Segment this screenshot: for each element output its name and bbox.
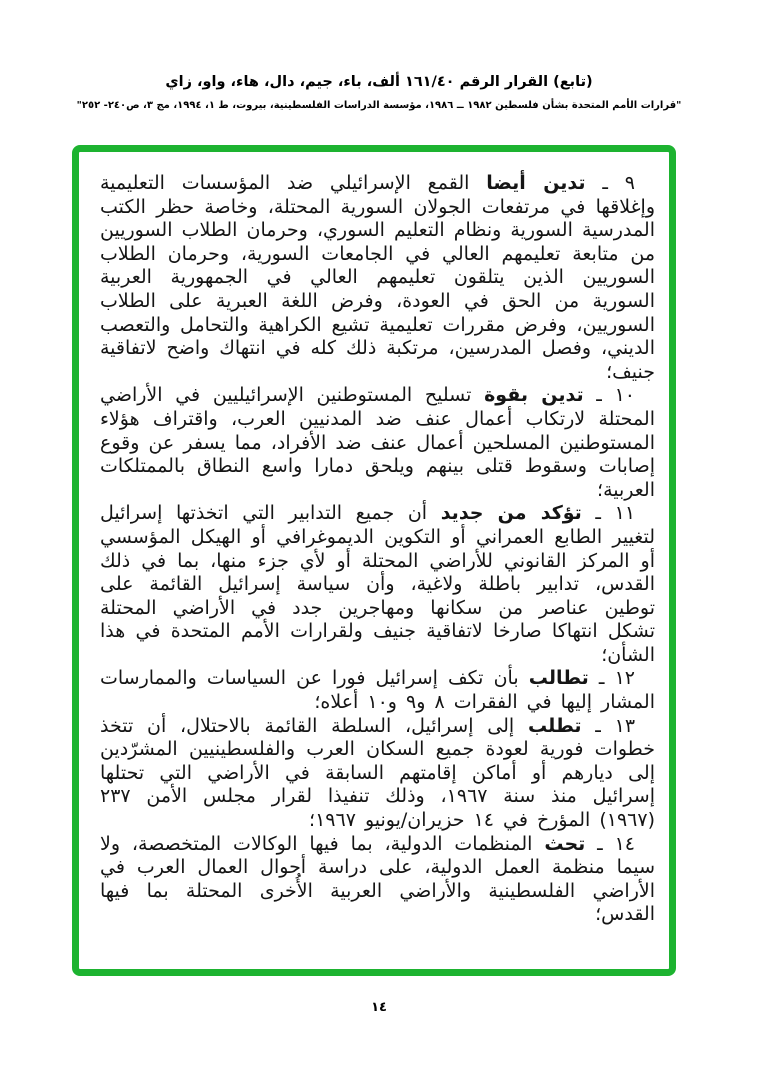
- paragraph-text: أن جميع التدابير التي اتخذتها إسرائيل لتغيير الطابع العمراني أو التكوين الديموغرافي أو الهيكل المؤسسي أو المركز القانوني للأراضي المحتلة أو لأي جزء منها، بما في ذلك القدس، تدابير باطلة ولاغية، وأن سياسة إسرائيل القائمة على توطين عناصر من سكانها ومهاجرين جدد في الأراضي المحتلة تشكل انتهاكا صارخا لاتفاقية جنيف ولقرارات الأمم المتحدة في هذا الشأن؛: [100, 502, 655, 666]
- paragraph-number: ١٣ ـ: [595, 714, 636, 737]
- paragraph-lead: تطلب: [527, 714, 582, 737]
- paragraph-text: بأن تكف إسرائيل فورا عن السياسات والممارسات المشار إليها في الفقرات ٨ و٩ و١٠ أعلاه؛: [100, 667, 655, 714]
- paragraph-text: المنظمات الدولية، بما فيها الوكالات المتخصصة، ولا سيما منظمة العمل الدولية، على دراسة أحوال العمال العرب في الأراضي الفلسطينية والأراضي العربية الأُخرى المحتلة بما فيها القدس؛: [100, 832, 655, 926]
- paragraph-text: إلى إسرائيل، السلطة القائمة بالاحتلال، أن تتخذ خطوات فورية لعودة جميع السكان العرب والفلسطينيين المشرّدين إلى ديارهم أو أماكن إقامتهم السابقة في الأراضي التي تحتلها إسرائيل منذ سنة ١٩٦٧، وذلك تنفيذا لقرار مجلس الأمن ٢٣٧ (١٩٦٧) المؤرخ في ١٤ حزيران/يونيو ١٩٦٧؛: [100, 714, 655, 832]
- paragraph-text: تسليح المستوطنين الإسرائيليين في الأراضي المحتلة لارتكاب أعمال عنف ضد المدنيين العرب، واقتراف هؤلاء المستوطنين المسلحين أعمال عنف ضد الأفراد، مما يسفر عن وقوع إصابات وسقوط قتلى بينهم ويلحق دمارا واسع النطاق بالممتلكات العربية؛: [100, 384, 655, 501]
- source-citation: "قرارات الأمم المتحدة بشأن فلسطين ١٩٨٢ ــ ١٩٨٦، مؤسسة الدراسات الفلسطينية، بيروت، ط ١، ١٩٩٤، مج ٣، ص٢٤٠- ٢٥٢": [76, 100, 682, 111]
- resolution-paragraph-12: [100, 667, 655, 714]
- paragraph-lead: تدين بقوة: [484, 384, 584, 407]
- page-number: ١٤: [371, 1000, 387, 1015]
- page-title: (تابع) القرار الرقم ١٦١/٤٠ ألف، باء، جيم، دال، هاء، واو، زاي: [165, 74, 593, 90]
- paragraph-lead: تؤكد من جديد: [440, 502, 582, 525]
- resolution-paragraph-14: [100, 833, 655, 927]
- paragraph-lead: تطالب: [528, 667, 589, 690]
- document-header: [0, 72, 758, 113]
- paragraph-lead: تدين أيضا: [486, 172, 586, 194]
- paragraph-text: القمع الإسرائيلي ضد المؤسسات التعليمية وإغلاقها في مرتفعات الجولان السورية المحتلة، وخاصة حظر الكتب المدرسية السورية ونظام التعليم السوري، وحرمان الطلاب السوريين من متابعة تعليمهم العالي في الجامعات السورية، وحرمان الطلاب السوريين الذين يتلقون تعليمهم العالي في الجمهورية العربية السورية من الحق في العودة، وفرض اللغة العبرية على الطلاب السوريين، وفرض مقررات تعليمية تشيع الكراهية والتحامل والتعصب الديني، وفصل المدرسين، مرتكبة ذلك كله في انتهاك واضح لاتفاقية جنيف؛: [100, 172, 655, 383]
- paragraph-number: ١٤ ـ: [597, 832, 636, 855]
- paragraph-number: ١١ ـ: [595, 502, 636, 525]
- paragraph-number: ١٠ ـ: [596, 384, 635, 407]
- resolution-paragraph-10: [100, 384, 655, 502]
- resolution-paragraph-9: [100, 172, 655, 384]
- paragraph-number: ١٢ ـ: [598, 667, 635, 690]
- paragraph-lead: تحث: [544, 832, 586, 855]
- resolution-body: [100, 172, 655, 927]
- resolution-paragraph-13: [100, 715, 655, 833]
- resolution-paragraph-11: [100, 502, 655, 667]
- paragraph-number: ٩ ـ: [602, 172, 636, 194]
- green-content-frame: [72, 145, 676, 976]
